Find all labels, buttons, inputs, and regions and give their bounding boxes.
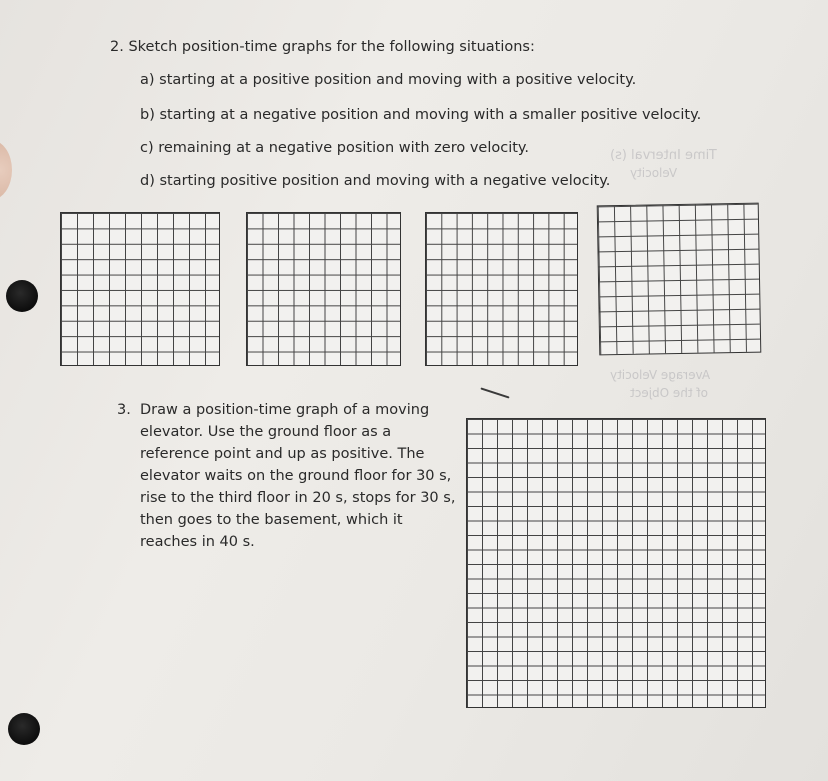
question-2-item-b: b) starting at a negative position and moving with a smaller positive velocity. [140, 107, 702, 123]
question-2-item-c: c) remaining at a negative position with zero velocity. [140, 140, 530, 156]
question-3-number: 3. [117, 402, 131, 418]
finger-edge [0, 140, 12, 200]
graph-grid-c[interactable] [425, 212, 578, 366]
graph-grid-b[interactable] [246, 212, 401, 366]
question-3-text: Draw a position-time graph of a moving elevator. Use the ground floor as a reference point and up as positive. The elevator waits on the ground floor for 30 s, rise to the third floor in 20 s, stops for 30 s, then goes to the basement, which it reaches in 40 s. [140, 402, 456, 550]
binder-hole-bottom [8, 713, 40, 745]
binder-hole-top [6, 280, 38, 312]
bleed-through-text: Time Interval (s) [610, 148, 717, 163]
bleed-through-text: Velocity [630, 166, 678, 180]
graph-grid-a[interactable] [60, 212, 220, 366]
graph-grid-d[interactable] [597, 203, 762, 356]
pencil-mark [480, 387, 509, 398]
question-2-item-a: a) starting at a positive position and moving with a positive velocity. [140, 72, 637, 88]
question-2-item-d: d) starting positive position and moving with a negative velocity. [140, 173, 611, 189]
question-2-title: 2. Sketch position-time graphs for the following situations: [110, 39, 535, 55]
bleed-through-text: Average Velocity [610, 368, 711, 382]
graph-grid-elevator[interactable] [466, 418, 766, 708]
bleed-through-text: of the Object [630, 386, 708, 400]
